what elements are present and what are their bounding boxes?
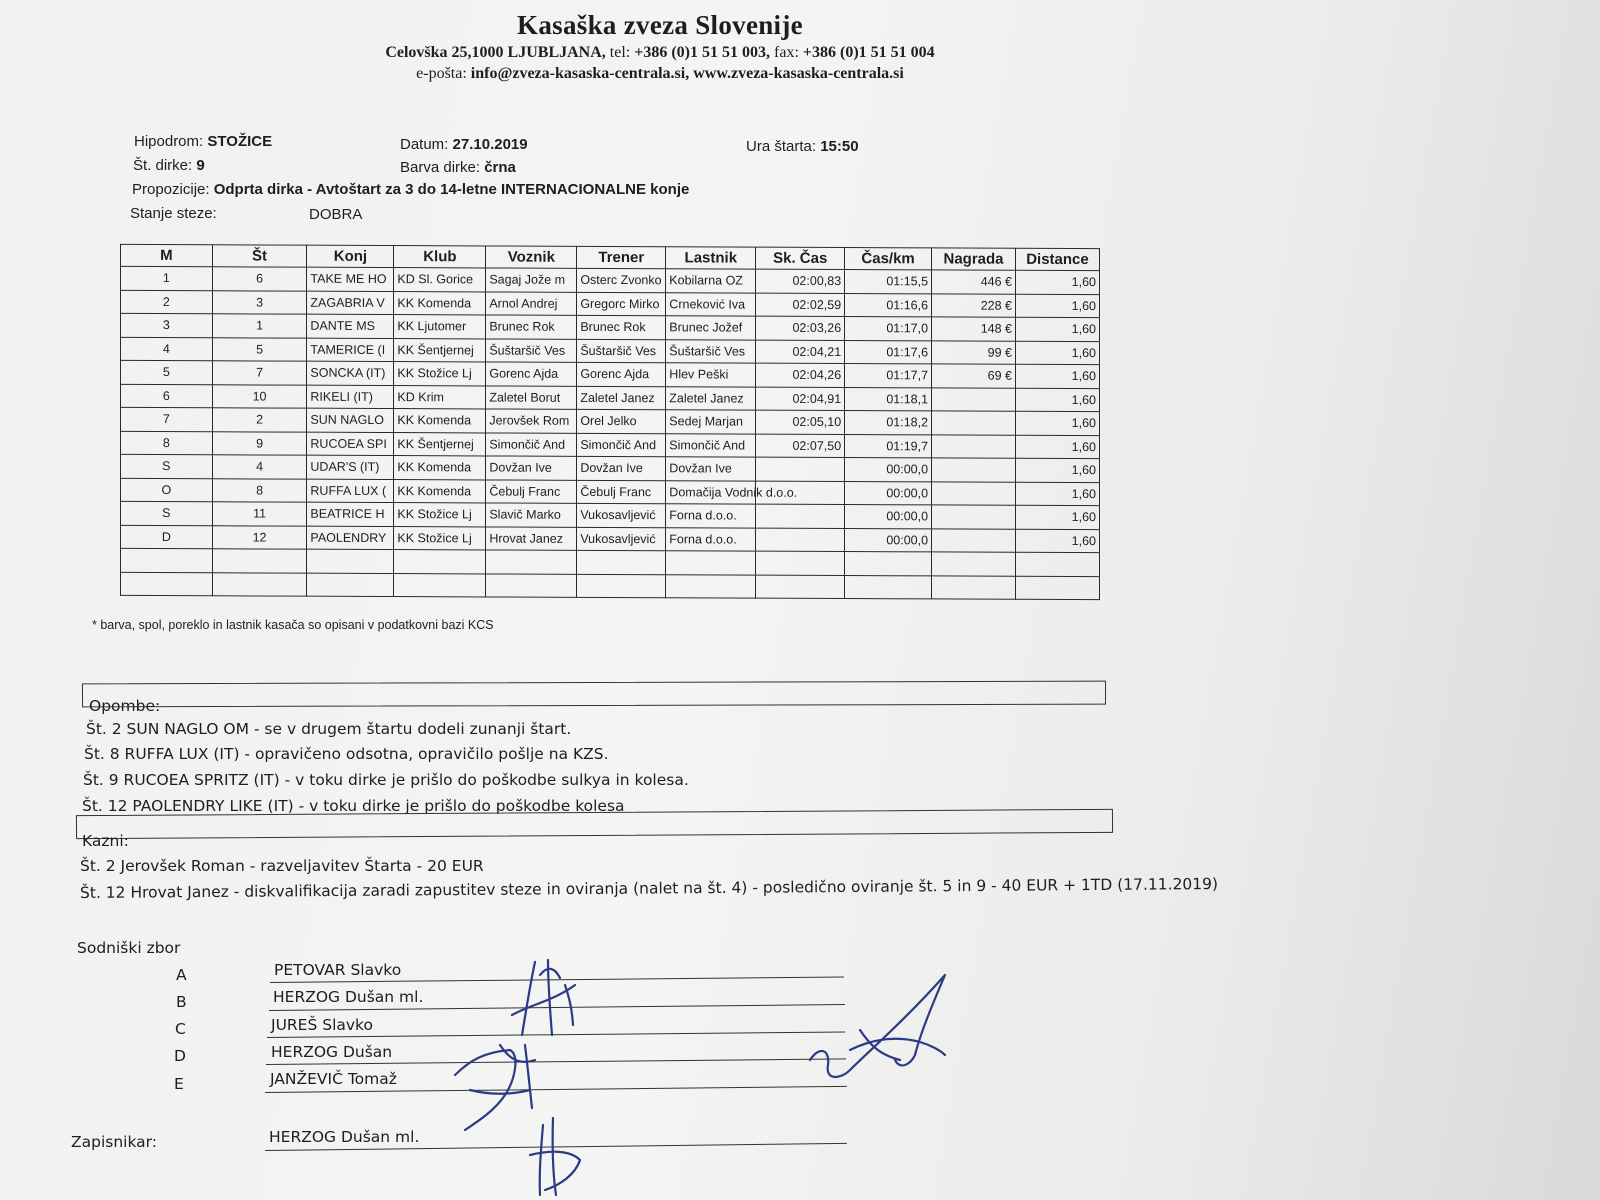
table-cell — [932, 481, 1016, 505]
table-cell: Simončič And — [486, 432, 577, 456]
table-cell: 1,60 — [1015, 388, 1099, 412]
table-cell: 4 — [212, 455, 307, 479]
table-cell: S — [121, 454, 213, 478]
propozicije — [132, 181, 689, 198]
table-cell: Arnol Andrej — [486, 291, 577, 315]
table-cell: 01:15,5 — [845, 270, 932, 294]
stanje-steze — [130, 205, 217, 222]
table-cell: KK Komenda — [394, 409, 486, 433]
datum-label: Datum: — [400, 136, 449, 153]
ura-starta — [746, 138, 859, 155]
table-cell: 2 — [121, 290, 213, 314]
table-cell: Osterc Zvonko — [577, 268, 666, 292]
table-cell: KK Komenda — [394, 291, 486, 315]
opombe-line: Št. 9 RUCOEA SPRITZ (IT) - v toku dirke je prišlo do poškodbe sulkya in kolesa. — [83, 771, 689, 789]
table-cell: KK Stožice Lj — [394, 362, 486, 386]
judge-name: PETOVAR Slavko — [274, 961, 402, 979]
column-header: Konj — [307, 245, 394, 267]
kazni-line: Št. 2 Jerovšek Roman - razveljavitev Štarta - 20 EUR — [80, 857, 484, 875]
table-cell: 00:00,0 — [845, 505, 932, 529]
judge-letter: D — [174, 1047, 186, 1065]
signature-judges-2 — [455, 1045, 532, 1130]
table-cell: Domačija Vodnik d.o.o. — [666, 480, 756, 504]
column-header: M — [121, 244, 213, 266]
table-cell: RIKELI (IT) — [307, 385, 394, 409]
table-cell: ZAGABRIA V — [307, 291, 394, 315]
table-cell: 02:04,21 — [756, 340, 845, 364]
judge-name: HERZOG Dušan ml. — [273, 988, 424, 1006]
table-cell: Brunec Jožef — [666, 316, 756, 340]
kazni-box — [76, 809, 1113, 839]
table-cell: Hlev Peški — [666, 363, 756, 387]
table-cell — [756, 528, 845, 552]
table-cell: 5 — [121, 360, 213, 384]
table-cell: Zaletel Borut — [486, 385, 577, 409]
table-cell: 3 — [212, 290, 307, 314]
table-cell: O — [121, 478, 213, 502]
table-cell: 01:18,1 — [845, 387, 932, 411]
table-cell: Forna d.o.o. — [666, 527, 756, 551]
table-cell: KK Komenda — [394, 456, 486, 480]
column-header: Lastnik — [666, 247, 756, 269]
empty-row — [121, 572, 1100, 600]
table-cell: Vukosavljević — [577, 527, 666, 551]
address: Celovška 25,1000 LJUBLJANA, — [385, 44, 606, 61]
table-cell: BEATRICE H — [307, 502, 394, 526]
st-dirke-label: Št. dirke: — [133, 157, 193, 174]
table-cell: 7 — [121, 407, 213, 431]
column-header: Voznik — [486, 246, 577, 268]
table-cell: TAKE ME HO — [307, 267, 394, 291]
table-cell: 1,60 — [1015, 341, 1099, 365]
zapisnikar-name: HERZOG Dušan ml. — [269, 1128, 420, 1146]
table-cell: Zaletel Janez — [666, 386, 756, 410]
propozicije-label: Propozicije: — [132, 181, 210, 198]
table-cell: Dovžan Ive — [486, 456, 577, 480]
table-cell: Jerovšek Rom — [486, 409, 577, 433]
zapisnikar-label: Zapisnikar: — [71, 1133, 157, 1151]
table-cell — [932, 528, 1016, 552]
column-header: Nagrada — [932, 248, 1016, 270]
table-cell: 2 — [212, 408, 307, 432]
table-cell: Čebulj Franc — [486, 479, 577, 503]
table-cell: Slavič Marko — [486, 503, 577, 527]
signature-judges-1 — [500, 960, 575, 1062]
table-cell: KK Ljutomer — [394, 315, 486, 339]
table-cell: Čebulj Franc — [577, 480, 666, 504]
table-cell — [932, 434, 1016, 458]
opombe-box — [82, 681, 1106, 708]
table-cell: Forna d.o.o. — [666, 504, 756, 528]
table-cell: 02:04,91 — [756, 387, 845, 411]
table-cell — [756, 504, 845, 528]
table-cell: SONCKA (IT) — [307, 361, 394, 385]
opombe-line: Št. 2 SUN NAGLO OM - se v drugem štartu dodeli zunanji štart. — [86, 720, 572, 738]
table-cell: 10 — [212, 384, 307, 408]
table-cell: Brunec Rok — [577, 315, 666, 339]
kazni-line: Št. 12 Hrovat Janez - diskvalifikacija zaradi zapustitev steze in oviranja (nalet na št. 4) - posledično oviranje št. 5 in 9 - 40 EUR + 1TD (17.11.2019) — [79, 875, 1219, 902]
table-cell: 6 — [212, 267, 307, 291]
table-cell: 01:16,6 — [845, 293, 932, 317]
column-header: Distance — [1015, 248, 1099, 270]
table-cell: 69 € — [932, 364, 1016, 388]
table-cell: 4 — [121, 337, 213, 361]
propozicije-value: Odprta dirka - Avtoštart za 3 do 14-letne INTERNACIONALNE konje — [213, 181, 690, 198]
table-cell: D — [121, 525, 213, 549]
st-dirke — [133, 157, 205, 174]
table-cell: 00:00,0 — [845, 481, 932, 505]
table-cell: KK Stožice Lj — [394, 526, 486, 550]
hipodrom — [134, 133, 272, 150]
datum-value: 27.10.2019 — [452, 136, 528, 153]
stanje-label: Stanje steze: — [130, 205, 217, 222]
table-cell: 11 — [212, 502, 307, 526]
email-web: info@zveza-kasaska-centrala.si, www.zveza-kasaska-centrala.si — [470, 65, 904, 82]
table-cell: KD Sl. Gorice — [394, 268, 486, 292]
signature-judges-3 — [810, 975, 945, 1077]
table-cell: 9 — [212, 431, 307, 455]
signature-zapisnikar — [530, 1118, 580, 1195]
table-cell: RUCOEA SPI — [307, 432, 394, 456]
table-cell: 00:00,0 — [845, 458, 932, 482]
column-header: Trener — [577, 246, 666, 268]
table-cell: Kobilarna OZ — [666, 269, 756, 293]
table-cell: Šuštaršič Ves — [666, 339, 756, 363]
table-cell: 02:05,10 — [756, 410, 845, 434]
table-cell: 02:07,50 — [756, 434, 845, 458]
table-cell: KD Krim — [394, 385, 486, 409]
judge-letter: C — [175, 1020, 186, 1038]
table-cell: 01:17,7 — [845, 364, 932, 388]
table-cell: Dovžan Ive — [666, 457, 756, 481]
sodniski-zbor-label: Sodniški zbor — [77, 939, 181, 957]
table-cell: 1,60 — [1015, 529, 1099, 553]
results-body — [121, 266, 1100, 599]
opombe-label: Opombe: — [89, 697, 161, 715]
fax-number: +386 (0)1 51 51 004 — [802, 44, 935, 61]
table-cell: KK Komenda — [394, 479, 486, 503]
results-table — [120, 244, 1100, 600]
organization-name: Kasaška zveza Slovenije — [517, 10, 803, 40]
kazni-label: Kazni: — [82, 832, 129, 850]
table-cell: 5 — [212, 337, 307, 361]
table-cell: 1,60 — [1015, 364, 1099, 388]
table-cell: Orel Jelko — [577, 409, 666, 433]
hipodrom-value: STOŽICE — [207, 133, 273, 150]
table-cell: Simončič And — [577, 433, 666, 457]
datum — [400, 136, 528, 153]
table-cell: PAOLENDRY — [307, 526, 394, 550]
table-cell: 148 € — [932, 317, 1016, 341]
table-cell: KK Šentjernej — [394, 432, 486, 456]
table-cell: 02:03,26 — [756, 316, 845, 340]
letterhead — [240, 10, 1080, 83]
table-cell: 1,60 — [1015, 411, 1099, 435]
judge-letter: B — [176, 993, 187, 1011]
tel-label: tel: — [609, 44, 631, 61]
table-cell: 1,60 — [1015, 317, 1099, 341]
table-cell: 1 — [212, 314, 307, 338]
table-cell: 12 — [212, 525, 307, 549]
table-cell: 8 — [212, 478, 307, 502]
footnote: * barva, spol, poreklo in lastnik kasača so opisani v podatkovni bazi KCS — [92, 618, 494, 632]
table-cell: 1,60 — [1015, 294, 1099, 318]
table-cell: 1,60 — [1015, 435, 1099, 459]
column-header: Št — [212, 245, 307, 267]
table-cell — [932, 458, 1016, 482]
organization-address — [240, 44, 1080, 62]
column-header: Čas/km — [845, 248, 932, 270]
table-cell: SUN NAGLO — [307, 408, 394, 432]
table-cell: Gorenc Ajda — [577, 362, 666, 386]
table-cell: Crneković Iva — [666, 292, 756, 316]
barva-dirke — [400, 159, 516, 176]
stanje-steze-value — [309, 206, 362, 223]
table-cell: DANTE MS — [307, 314, 394, 338]
table-cell: 01:19,7 — [845, 434, 932, 458]
table-cell: 3 — [121, 313, 213, 337]
table-cell: S — [121, 501, 213, 525]
table-cell — [932, 505, 1016, 529]
stanje-value: DOBRA — [309, 206, 363, 223]
table-cell: Hrovat Janez — [486, 526, 577, 550]
table-cell: 446 € — [932, 270, 1016, 294]
judge-name: JANŽEVIČ Tomaž — [270, 1070, 397, 1088]
table-cell: 01:17,0 — [845, 317, 932, 341]
barva-value: črna — [484, 159, 516, 176]
table-cell: 99 € — [932, 340, 1016, 364]
opombe-line: Št. 12 PAOLENDRY LIKE (IT) - v toku dirke je prišlo do poškodbe kolesa — [82, 797, 625, 815]
table-cell: Gorenc Ajda — [486, 362, 577, 386]
table-cell: 00:00,0 — [845, 528, 932, 552]
table-cell: Brunec Rok — [486, 315, 577, 339]
ura-label: Ura štarta: — [746, 138, 817, 155]
table-cell: Simončič And — [666, 433, 756, 457]
table-cell: 7 — [212, 361, 307, 385]
organization-contact — [240, 65, 1080, 83]
ura-value: 15:50 — [820, 138, 859, 155]
table-cell: 02:02,59 — [756, 293, 845, 317]
table-cell — [932, 411, 1016, 435]
email-label: e-pošta: — [416, 65, 467, 82]
table-cell: 1,60 — [1015, 505, 1099, 529]
table-cell: 1,60 — [1015, 270, 1099, 294]
judge-name: JUREŠ Slavko — [271, 1016, 373, 1034]
table-cell: Zaletel Janez — [577, 386, 666, 410]
tel-number: +386 (0)1 51 51 003, — [634, 44, 771, 61]
table-cell: TAMERICE (I — [307, 338, 394, 362]
table-cell: Gregorc Mirko — [577, 292, 666, 316]
table-cell: KK Stožice Lj — [394, 503, 486, 527]
table-cell: KK Šentjernej — [394, 338, 486, 362]
table-cell: 01:18,2 — [845, 411, 932, 435]
fax-label: fax: — [774, 44, 799, 61]
table-cell — [756, 457, 845, 481]
table-cell: RUFFA LUX ( — [307, 479, 394, 503]
table-cell: 02:04,26 — [756, 363, 845, 387]
table-cell: UDAR'S (IT) — [307, 455, 394, 479]
table-cell: Šuštaršič Ves — [486, 338, 577, 362]
judge-letter: A — [176, 966, 187, 984]
table-cell: 228 € — [932, 293, 1016, 317]
st-dirke-value: 9 — [196, 157, 205, 174]
table-cell: Sedej Marjan — [666, 410, 756, 434]
barva-label: Barva dirke: — [400, 159, 481, 176]
column-header: Klub — [394, 246, 486, 268]
table-cell: 01:17,6 — [845, 340, 932, 364]
table-cell: 8 — [121, 431, 213, 455]
judge-letter: E — [174, 1075, 184, 1093]
table-cell: Šuštaršič Ves — [577, 339, 666, 363]
table-cell: Dovžan Ive — [577, 456, 666, 480]
table-cell: Sagaj Jože m — [486, 268, 577, 292]
table-cell: 6 — [121, 384, 213, 408]
hipodrom-label: Hipodrom: — [134, 133, 204, 150]
opombe-line: Št. 8 RUFFA LUX (IT) - opravičeno odsotna, opravičilo pošlje na KZS. — [84, 745, 609, 763]
judge-name: HERZOG Dušan — [271, 1043, 393, 1061]
table-cell: 1 — [121, 266, 213, 290]
table-cell: 02:00,83 — [756, 269, 845, 293]
table-cell: 1,60 — [1015, 458, 1099, 482]
table-cell — [932, 387, 1016, 411]
table-cell: Vukosavljević — [577, 503, 666, 527]
column-header: Sk. Čas — [756, 247, 845, 269]
table-cell: 1,60 — [1015, 482, 1099, 506]
